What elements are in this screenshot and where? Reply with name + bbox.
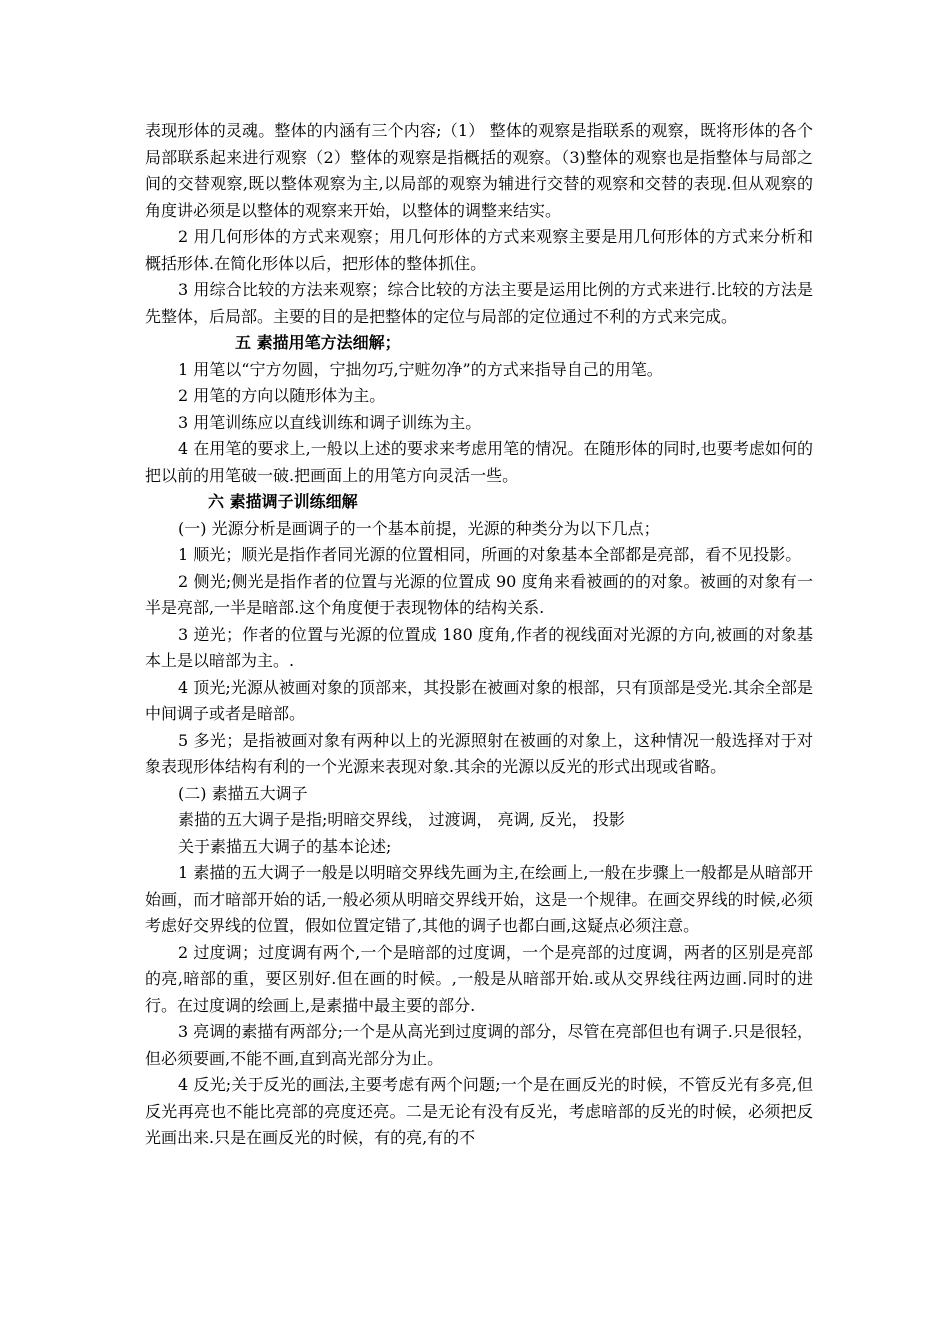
paragraph-tone-4-reflected: 4 反光;关于反光的画法,主要考虑有两个问题;一个是在画反光的时候，不管反光有多亮,但反光再亮也不能比亮部的亮度还亮。二是无论有没有反光，考虑暗部的反光的时候，必须把反光画出来.只是在画反光的时候，有的亮,有的不 bbox=[145, 1075, 813, 1147]
paragraph-stroke-2: 2 用笔的方向以随形体为主。 bbox=[178, 386, 386, 405]
paragraph-stroke-3: 3 用笔训练应以直线训练和调子训练为主。 bbox=[178, 412, 482, 432]
paragraph-light-back: 3 逆光；作者的位置与光源的位置成 180 度角,作者的视线面对光源的方向,被画的对象基本上是以暗部为主。. bbox=[145, 624, 813, 670]
paragraph-tone-1-terminator: 1 素描的五大调子一般是以明暗交界线先画为主,在绘画上,一般在步骤上一般都是从暗部开始画，而才暗部开始的话,一般必须从明暗交界线开始，这是一个规律。在画交界线的时候,必须考虑好交界线的位置，假如位置定错了,其他的调子也都白画,这疑点必须注意。 bbox=[145, 863, 813, 935]
section-heading-5: 五 素描用笔方法细解； bbox=[235, 333, 401, 352]
paragraph-five-tones-heading: (二) 素描五大调子 bbox=[178, 783, 308, 803]
section-heading-6: 六 素描调子训练细解 bbox=[208, 492, 358, 511]
paragraph-light-top: 4 顶光;光源从被画对象的顶部来，其投影在被画对象的根部，只有顶部是受光.其余全部是中间调子或者是暗部。 bbox=[145, 677, 813, 723]
paragraph-stroke-4: 4 在用笔的要求上,一般以上述的要求来考虑用笔的情况。在随形体的同时,也要考虑如何的把以前的用笔破一破.把画面上的用笔方向灵活一些。 bbox=[145, 439, 813, 485]
paragraph-light-multi: 5 多光；是指被画对象有两种以上的光源照射在被画的对象上，这种情况一般选择对于对象表现形体结构有利的一个光源来表现对象.其余的光源以反光的形式出现或省略。 bbox=[145, 730, 813, 776]
paragraph-overall-observation: 表现形体的灵魂。整体的内涵有三个内容;（1） 整体的观察是指联系的观察，既将形体的各个局部联系起来进行观察（2）整体的观察是指概括的观察。（3)整体的观察也是指整体与局部之间的交替观察,既以整体观察为主,以局部的观察为辅进行交替的观察和交替的表现.但从观察的角度讲必须是以整体的观察来开始，以整体的调整来结实。 bbox=[145, 121, 813, 220]
paragraph-light-front: 1 顺光；顺光是指作者同光源的位置相同，所画的对象基本全部都是亮部，看不见投影。 bbox=[178, 545, 802, 564]
paragraph-item-3-comparison: 3 用综合比较的方法来观察；综合比较的方法主要是运用比例的方式来进行.比较的方法是先整体，后局部。主要的目的是把整体的定位与局部的定位通过不利的方式来完成。 bbox=[145, 280, 813, 326]
paragraph-light-intro: (一) 光源分析是画调子的一个基本前提，光源的种类分为以下几点； bbox=[178, 518, 660, 538]
paragraph-light-side: 2 侧光;侧光是指作者的位置与光源的位置成 90 度角来看被画的的对象。被画的对象有一半是亮部,一半是暗部.这个角度便于表现物体的结构关系. bbox=[145, 571, 813, 617]
paragraph-stroke-1: 1 用笔以“宁方勿圆，宁拙勿巧,宁赃勿净”的方式来指导自己的用笔。 bbox=[178, 359, 663, 379]
document-body bbox=[145, 118, 813, 1152]
paragraph-tone-2-midtone: 2 过度调；过度调有两个,一个是暗部的过度调，一个是亮部的过度调，两者的区别是亮部的亮,暗部的重，要区别好.但在画的时候。,一般是从暗部开始.或从交界线往两边画.同时的进行。在过度调的绘画上,是素描中最主要的部分. bbox=[145, 942, 813, 1015]
paragraph-five-tones-discussion: 关于素描五大调子的基本论述; bbox=[178, 836, 392, 856]
paragraph-five-tones-list: 素描的五大调子是指;明暗交界线， 过渡调， 亮调, 反光， 投影 bbox=[178, 810, 625, 829]
paragraph-item-2-geometric: 2 用几何形体的方式来观察；用几何形体的方式来观察主要是用几何形体的方式来分析和概括形体.在简化形体以后，把形体的整体抓住。 bbox=[145, 227, 813, 273]
paragraph-tone-3-highlight: 3 亮调的素描有两部分;一个是从高光到过度调的部分，尽管在亮部但也有调子.只是很轻，但必须要画,不能不画,直到高光部分为止。 bbox=[145, 1022, 813, 1068]
